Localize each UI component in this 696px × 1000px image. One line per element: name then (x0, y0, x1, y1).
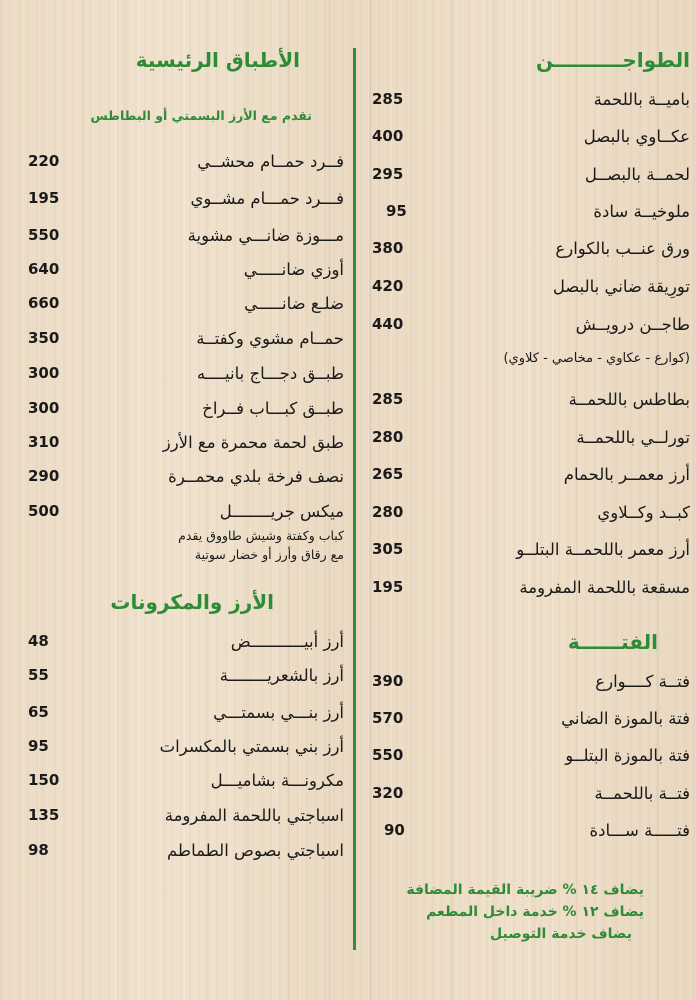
item-name: ضلـع ضانـــــي (244, 294, 344, 313)
list-item (28, 666, 344, 694)
rice-pasta-title: الأرز والمكرونات (110, 590, 274, 614)
footer-service: يضاف ١٢ % خدمة داخل المطعم (426, 904, 644, 920)
item-price: 300 (28, 399, 60, 417)
list-item (28, 399, 344, 427)
main-dishes-title: الأطباق الرئيسية (135, 48, 300, 72)
list-item (372, 202, 690, 230)
item-price: 150 (28, 771, 60, 789)
list-item (28, 806, 344, 834)
item-name: فتـــــة ســـادة (589, 821, 690, 840)
item-price: 400 (372, 127, 404, 145)
item-price: 550 (28, 226, 60, 244)
item-price: 500 (28, 502, 60, 520)
item-price: 290 (28, 467, 60, 485)
item-name: طبق لحمة محمرة مع الأرز (162, 433, 344, 452)
item-name: أوزي ضانـــــي (243, 260, 344, 279)
tagines-title: الطواجــــــــــن (535, 48, 690, 72)
item-price: 135 (28, 806, 60, 824)
item-name: فتة بالموزة الضاني (561, 709, 690, 728)
item-price: 48 (28, 632, 49, 650)
item-name: فـــرد حمـــام مشــوي (190, 189, 344, 208)
list-item (28, 294, 344, 322)
item-price: 320 (372, 784, 404, 802)
item-name: اسباجتي باللحمة المفرومة (164, 806, 344, 825)
list-item (28, 260, 344, 288)
list-item (372, 165, 690, 193)
item-name: طبــق كبـــاب فــراخ (202, 399, 344, 418)
item-name: مسقعة باللحمة المفرومة (519, 578, 690, 597)
list-item (28, 226, 344, 254)
main-dishes-subtitle: تقدم مع الأرز البسمتي أو البطاطس (90, 108, 312, 123)
item-name: أرز معمر باللحمــة البتلــو (516, 540, 690, 559)
list-item (372, 277, 690, 305)
item-price: 550 (372, 746, 404, 764)
item-price: 95 (28, 737, 49, 755)
list-item (28, 433, 344, 461)
item-price: 95 (386, 202, 407, 220)
item-name: أرز بنـــي بسمتـــي (213, 703, 344, 722)
column-divider (353, 48, 356, 950)
footer-delivery: يضاف خدمة التوصيل (490, 926, 632, 942)
list-item (372, 672, 690, 700)
list-item (372, 784, 690, 812)
item-price: 300 (28, 364, 60, 382)
item-price: 195 (372, 578, 404, 596)
item-name: فــرد حمــام محشــي (197, 152, 344, 171)
item-price: 220 (28, 152, 60, 170)
item-name: طبــق دجـــاج بانيــــه (196, 364, 344, 383)
list-item (372, 540, 690, 568)
list-item (372, 390, 690, 418)
item-name: مكرونـــة بشاميـــل (210, 771, 344, 790)
list-item (28, 737, 344, 765)
list-item (28, 771, 344, 799)
list-item (372, 578, 690, 606)
item-name: ملوخيــة سادة (593, 202, 690, 221)
list-item (372, 821, 690, 849)
list-item (372, 503, 690, 531)
item-name: فتــة باللحمــة (594, 784, 690, 803)
item-name: تورِيقة ضاني بالبصل (552, 277, 690, 296)
footer-vat: يضاف ١٤ % ضريبة القيمة المضافة (406, 882, 644, 898)
mix-grill-note-1: كباب وكفتة وشيش طاووق يقدم (178, 528, 344, 543)
item-name: تورلــي باللحمــة (576, 428, 690, 447)
list-item (28, 703, 344, 731)
item-price: 350 (28, 329, 60, 347)
item-name: ميكس جريــــــــل (219, 502, 344, 521)
item-price: 420 (372, 277, 404, 295)
list-item (372, 746, 690, 774)
item-price: 390 (372, 672, 404, 690)
list-item (372, 239, 690, 267)
item-name: أرز معمــر بالحمام (563, 465, 690, 484)
fatta-title: الفتــــــة (567, 630, 658, 654)
list-item (372, 709, 690, 737)
item-price: 55 (28, 666, 49, 684)
item-price: 65 (28, 703, 49, 721)
item-name: أرز بالشعريــــــــة (219, 666, 344, 685)
item-price: 660 (28, 294, 60, 312)
item-price: 265 (372, 465, 404, 483)
item-price: 640 (28, 260, 60, 278)
mix-grill-note-2: مع رقاق وأرز أو خضار سوتية (194, 547, 344, 562)
item-price: 295 (372, 165, 404, 183)
item-name: طاجــن درويــش (575, 315, 690, 334)
item-price: 280 (372, 503, 404, 521)
item-name: عكــاوي بالبصل (583, 127, 690, 146)
list-item (372, 465, 690, 493)
list-item (28, 364, 344, 392)
list-item (28, 329, 344, 357)
item-price: 305 (372, 540, 404, 558)
list-item (28, 467, 344, 495)
item-name: فتة بالموزة البتلــو (565, 746, 690, 765)
list-item (28, 841, 344, 869)
list-item (372, 127, 690, 155)
item-name: أرز بني بسمتي بالمكسرات (159, 737, 344, 756)
item-name: نصف فرخة بلدي محمــرة (168, 467, 344, 486)
item-name: باميــة باللحمة (593, 90, 690, 109)
item-name: لحمــة بالبصــل (584, 165, 690, 184)
item-price: 280 (372, 428, 404, 446)
item-name: كبــد وكــلاوي (597, 503, 690, 522)
item-price: 440 (372, 315, 404, 333)
list-item (372, 315, 690, 343)
item-name: بطاطس باللحمــة (568, 390, 690, 409)
darwish-note: (كوارع - عكاوي - مخاصي - كلاوي) (503, 351, 690, 366)
item-price: 570 (372, 709, 404, 727)
list-item (28, 189, 344, 217)
list-item (28, 152, 344, 180)
item-price: 285 (372, 390, 404, 408)
list-item (28, 632, 344, 660)
item-price: 285 (372, 90, 404, 108)
list-item (372, 90, 690, 118)
list-item (372, 428, 690, 456)
item-name: حمــام مشوي وكفتــة (196, 329, 344, 348)
item-name: اسباجتي بصوص الطماطم (166, 841, 344, 860)
item-name: ورق عنــب بالكوارع (555, 239, 690, 258)
item-price: 310 (28, 433, 60, 451)
item-name: مـــوزة ضانـــي مشوية (187, 226, 344, 245)
item-price: 380 (372, 239, 404, 257)
item-name: فتــة كــــوارع (595, 672, 690, 691)
item-price: 90 (384, 821, 405, 839)
item-price: 98 (28, 841, 49, 859)
item-name: أرز أبيـــــــــــض (230, 632, 344, 651)
item-price: 195 (28, 189, 60, 207)
